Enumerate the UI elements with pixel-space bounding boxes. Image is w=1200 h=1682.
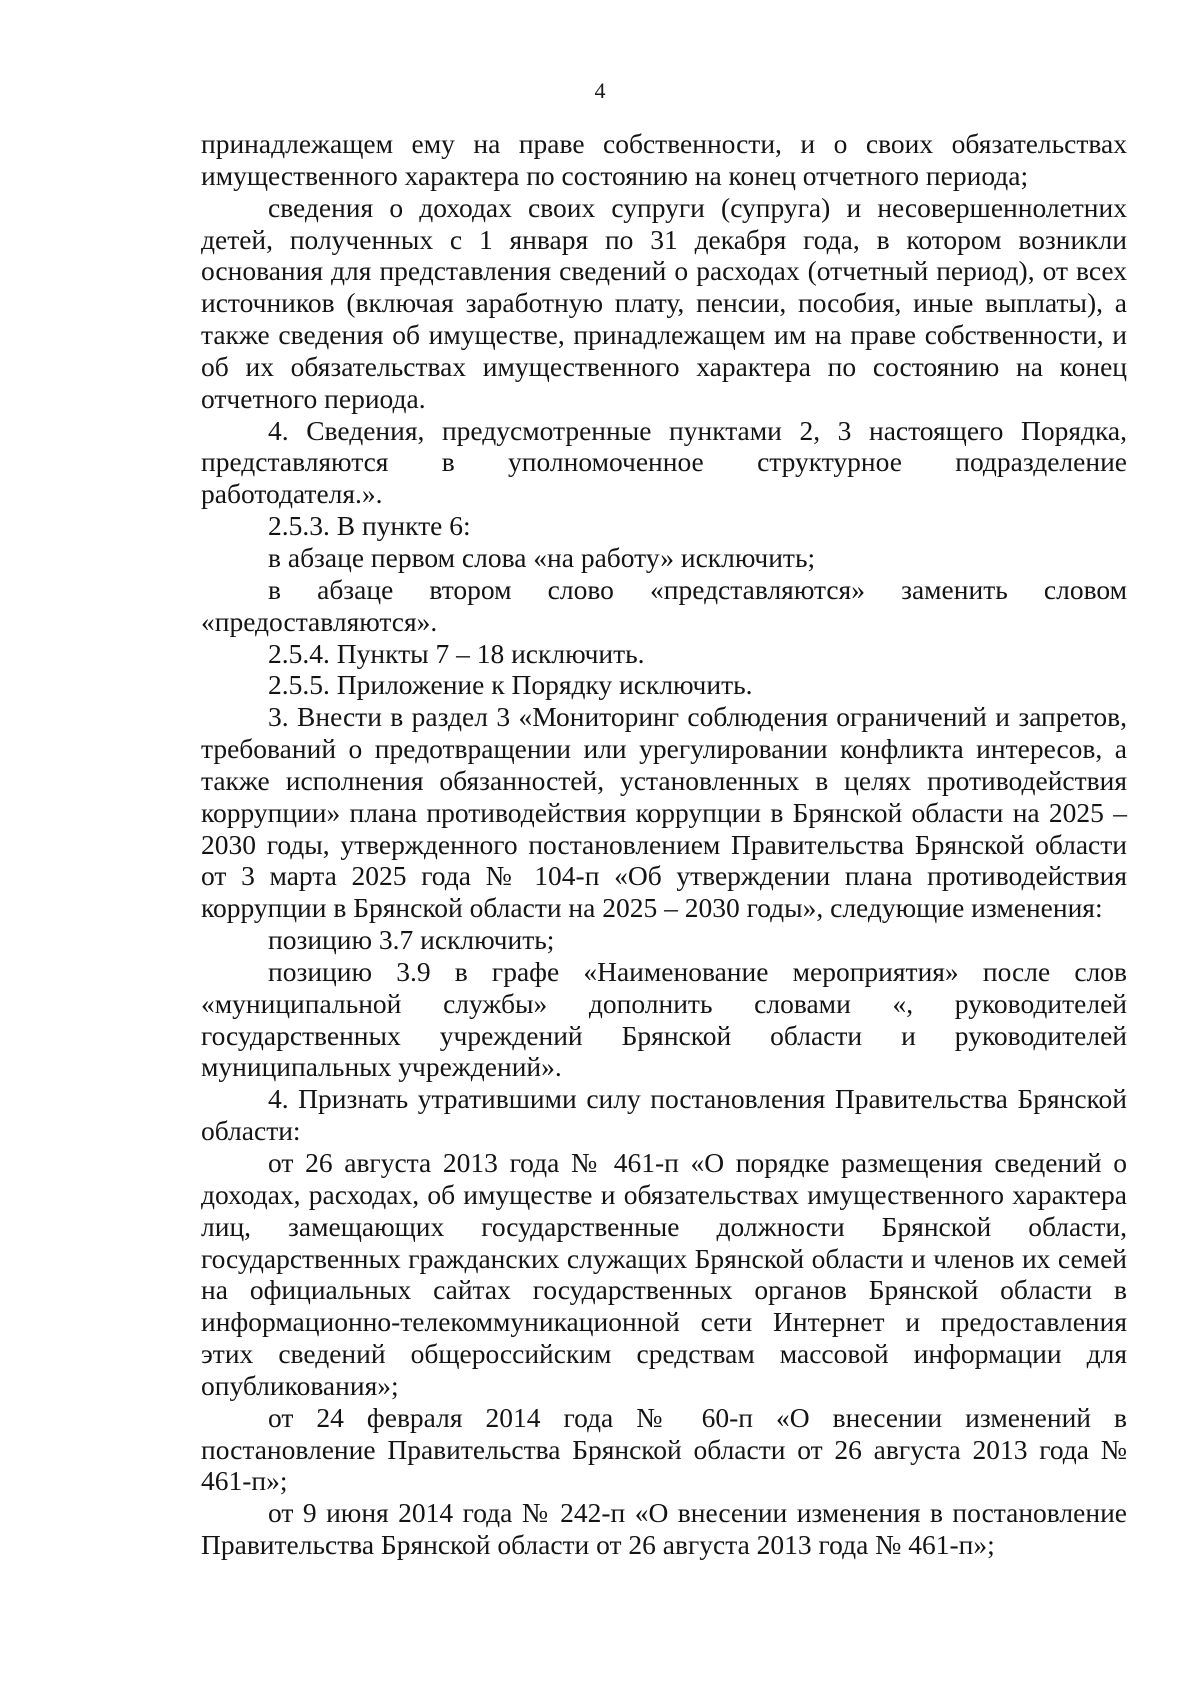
paragraph-resolution-461: от 26 августа 2013 года № 461-п «О порядке размещения сведений о доходах, расходах, об имуществе и обязательствах имущественного характера лиц, замещающих государственные должности Брянской области, государственных гражданских служащих Брянской области и членов их семей на официальных сайтах государственных органов Брянской области в информационно-телекоммуникационной сети Интернет и предоставления этих сведений общероссийским средствам массовой информации для опубликования»; xyxy=(201,1147,1127,1401)
document-body xyxy=(201,128,1127,1561)
paragraph-second-abzac: в абзаце втором слово «представляются» заменить словом xyxy=(268,573,1127,605)
paragraph-property-ownership: принадлежащем ему на праве собственности, и о своих обязательствах имущественного характера по состоянию на конец отчетного периода; xyxy=(201,128,1127,191)
paragraph-item-4-repeal: 4. Признать утратившими силу постановления Правительства Брянской области: xyxy=(201,1083,1127,1147)
paragraph-resolution-60: от 24 февраля 2014 года № 60-п «О внесении изменений в постановление Правительства Брянской области от 26 августа 2013 года № 461-п»; xyxy=(201,1401,1127,1497)
paragraph-position-3-9: позицию 3.9 в графе «Наименование мероприятия» после слов «муниципальной службы» дополнить словами «, руководителей государственных учреждений Брянской области и руководителей муниципальных учреждений». xyxy=(201,955,1127,1083)
paragraph-2-5-3: 2.5.3. В пункте 6: xyxy=(268,510,471,542)
paragraph-item-4: 4. Сведения, предусмотренные пунктами 2, 3 настоящего Порядка, представляются в уполномоченное структурное подразделение работодателя.». xyxy=(201,414,1127,510)
paragraph-item-3: 3. Внести в раздел 3 «Мониторинг соблюдения ограничений и запретов, требований о предотвращении или урегулировании конфликта интересов, а также исполнения обязанностей, установленных в целях противодействия коррупции» плана противодействия коррупции в Брянской области на 2025 – 2030 годы, утвержденного постановлением Правительства Брянской области от 3 марта 2025 года № 104-п «Об утверждении плана противодействия коррупции в Брянской области на 2025 – 2030 годы», следующие изменения: xyxy=(201,701,1127,924)
paragraph-2-5-5: 2.5.5. Приложение к Порядку исключить. xyxy=(268,669,753,701)
paragraph-resolution-242: от 9 июня 2014 года № 242-п «О внесении изменения в постановление Правительства Брянской области от 26 августа 2013 года № 461-п»; xyxy=(201,1497,1127,1561)
page-number: 4 xyxy=(594,78,606,103)
paragraph-family-income: сведения о доходах своих супруги (супруга) и несовершеннолетних детей, полученных с 1 января по 31 декабря года, в котором возникли основания для представления сведений о расходах (отчетный период), от всех источников (включая заработную плату, пенсии, пособия, иные выплаты), а также сведения об имуществе, принадлежащем им на праве собственности, и об их обязательствах имущественного характера по состоянию на конец отчетного периода. xyxy=(201,191,1127,414)
paragraph-position-3-7: позицию 3.7 исключить; xyxy=(268,924,555,956)
paragraph-2-5-4: 2.5.4. Пункты 7 – 18 исключить. xyxy=(268,637,645,669)
paragraph-first-abzac: в абзаце первом слова «на работу» исключить; xyxy=(268,541,816,573)
paragraph-second-abzac-continued: «предоставляются». xyxy=(201,605,438,637)
